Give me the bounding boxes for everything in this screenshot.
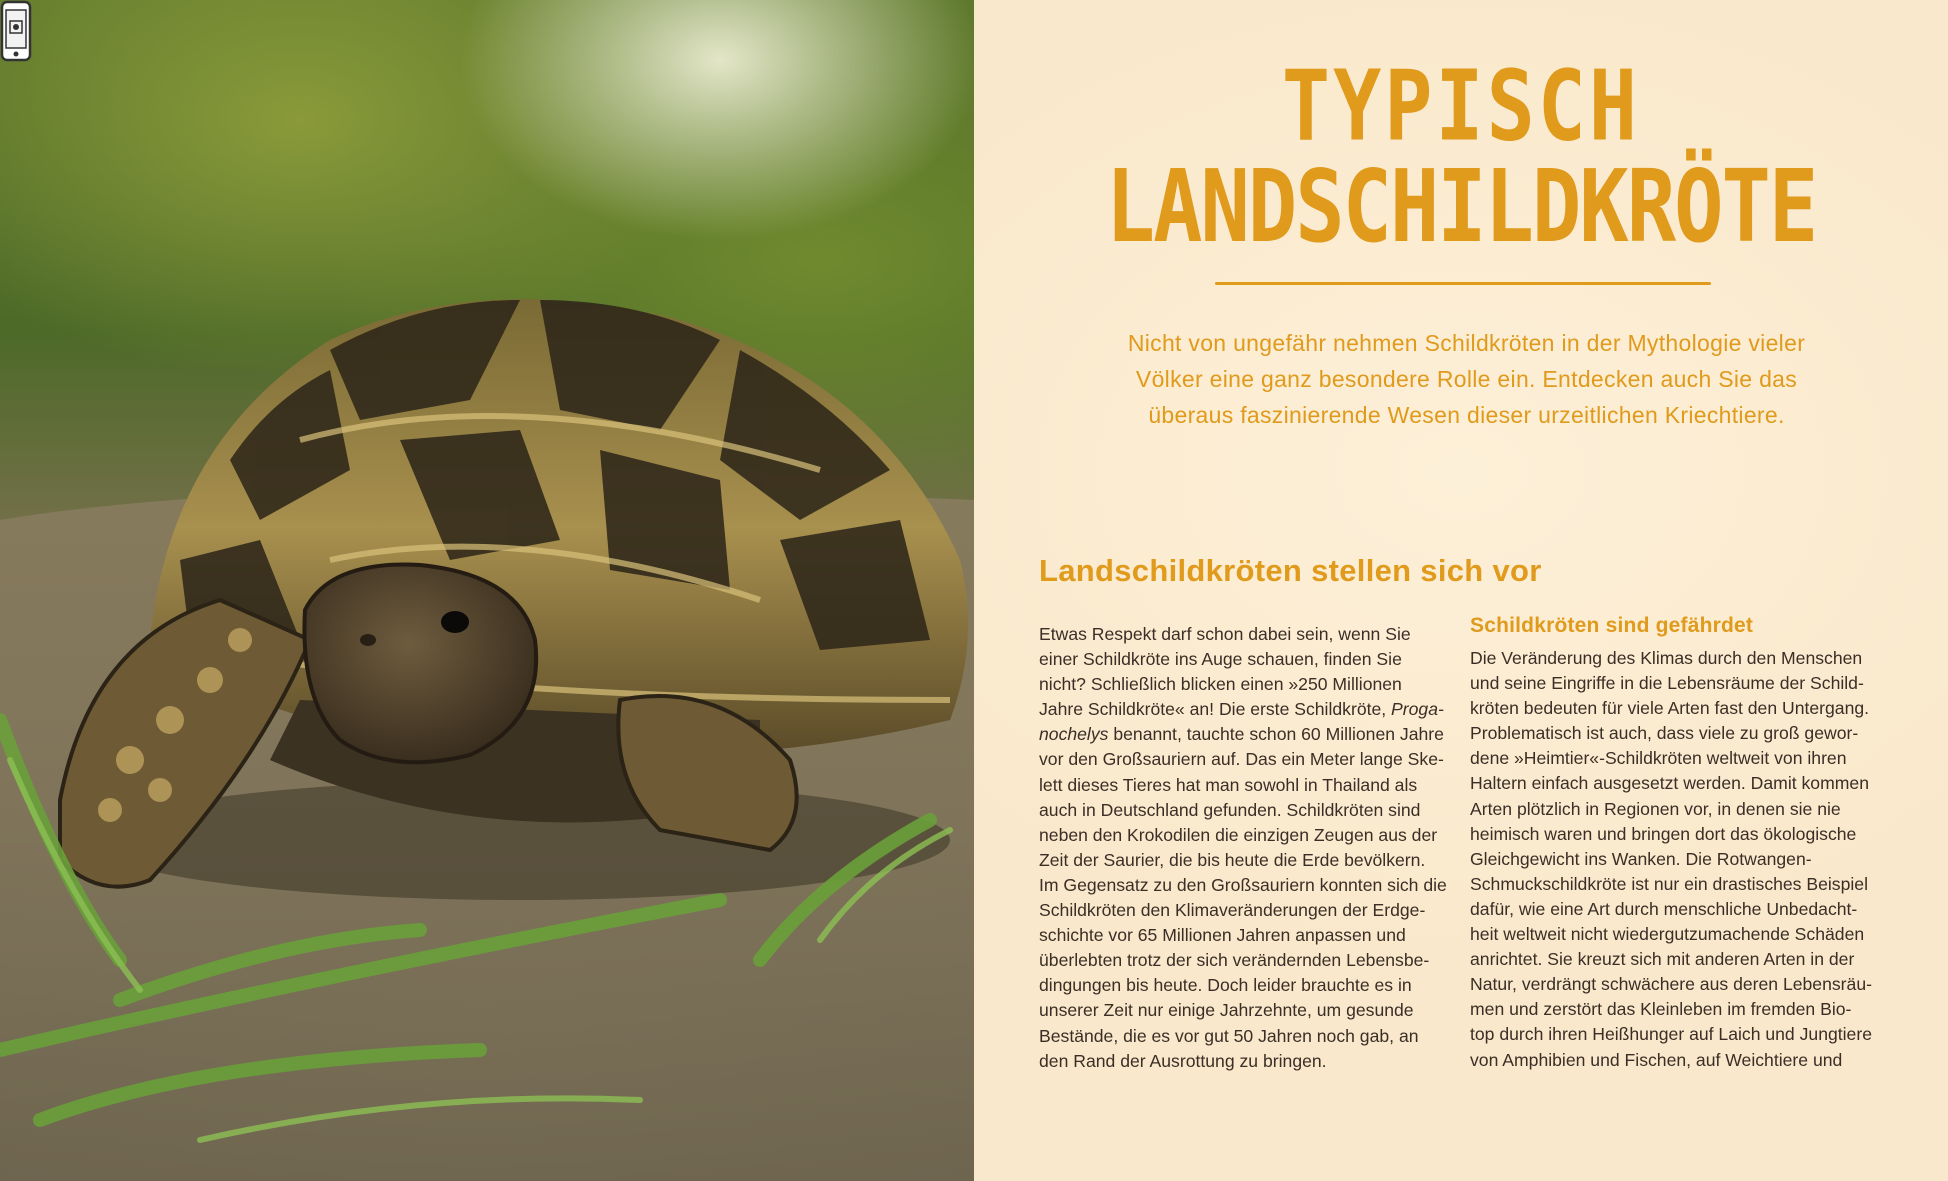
text-line: lett dieses Tieres hat man sowohl in Thailand als (1039, 774, 1418, 795)
text-fragment: benannt, tauchte schon 60 Millionen Jahre (1108, 724, 1444, 745)
text-line: den Rand der Ausrottung zu bringen. (1039, 1050, 1327, 1071)
intro-text (1064, 325, 1869, 433)
section-title: Landschildkröten stellen sich vor (1039, 553, 1542, 588)
tortoise-head (304, 565, 536, 763)
text-line: einer Schildkröte ins Auge schauen, finden Sie (1039, 649, 1402, 670)
text-line: Im Gegensatz zu den Großsauriern konnten sich die (1039, 874, 1447, 895)
text-line: auch in Deutschland gefunden. Schildkröten sind (1039, 799, 1421, 820)
text-line: dafür, wie eine Art durch menschliche Unbedacht- (1470, 898, 1858, 919)
text-page (974, 0, 1948, 1181)
left-column (1039, 622, 1447, 1074)
intro-line: Nicht von ungefähr nehmen Schildkröten in der Mythologie vieler (1127, 330, 1806, 356)
tortoise-nostril (360, 634, 376, 646)
text-line: Haltern einfach ausgesetzt werden. Damit kommen (1470, 773, 1869, 794)
text-line: Problematisch ist auch, dass viele zu groß gewor- (1470, 723, 1859, 744)
text-line: dene »Heimtier«-Schildkröten weltweit von ihren (1470, 748, 1847, 769)
text-line: überlebten trotz der sich verändernden Lebensbe- (1039, 950, 1430, 971)
headline-line-2: LANDSCHILDKRÖTE (1105, 149, 1817, 266)
text-line: Natur, verdrängt schwächere aus deren Lebensräu- (1470, 974, 1872, 995)
text-line: Arten plötzlich in Regionen vor, in denen sie nie (1470, 798, 1841, 819)
text-line: top durch ihren Heißhunger auf Laich und Jungtiere (1470, 1024, 1872, 1045)
text-line: Bestände, die es vor gut 50 Jahren noch gab, an (1039, 1025, 1419, 1046)
headline-underline (1215, 282, 1711, 285)
species-name: Proga- (1391, 699, 1444, 720)
headline-line-1: TYPISCH (1281, 49, 1641, 163)
tortoise-eye (441, 611, 469, 633)
text-line: neben den Krokodilen die einzigen Zeugen aus der (1039, 824, 1438, 845)
text-line: und seine Eingriffe in die Lebensräume der Schild- (1470, 673, 1864, 694)
text-line: heit weltweit nicht wiedergutzumachende Schäden (1470, 924, 1865, 945)
text-line: Etwas Respekt darf schon dabei sein, wenn Sie (1039, 624, 1411, 644)
text-line: schichte vor 65 Millionen Jahren anpassen und (1039, 925, 1406, 946)
text-line: Zeit der Saurier, die bis heute die Erde bevölkern. (1039, 849, 1426, 870)
headline (974, 49, 1948, 266)
text-line: men und zerstört das Kleinleben im fremden Bio- (1470, 999, 1852, 1020)
text-line: von Amphibien und Fischen, auf Weichtiere und (1470, 1049, 1843, 1070)
right-column (1470, 646, 1890, 1073)
sub-title: Schildkröten sind gefährdet (1470, 614, 1754, 637)
species-name: nochelys (1039, 724, 1109, 745)
text-line: Schmuckschildkröte ist nur ein drastisches Beispiel (1470, 873, 1868, 894)
text-line (1039, 722, 1444, 747)
text-fragment: Jahre Schildkröte« an! Die erste Schildkröte, (1039, 699, 1392, 720)
intro-line: Völker eine ganz besondere Rolle ein. Entdecken auch Sie das (1135, 366, 1798, 392)
text-line: vor den Großsauriern auf. Das ein Meter lange Ske- (1039, 749, 1444, 770)
text-line: Die Veränderung des Klimas durch den Menschen (1470, 648, 1863, 668)
text-line: Gleichgewicht ins Wanken. Die Rotwangen- (1470, 848, 1812, 869)
text-line: nicht? Schließlich blicken einen »250 Millionen (1039, 674, 1402, 695)
text-line: kröten bedeuten für viele Arten fast den Untergang. (1470, 698, 1870, 719)
intro-line: überaus faszinierende Wesen dieser urzeitlichen Kriechtiere. (1148, 402, 1785, 428)
text-line: Schildkröten den Klimaveränderungen der Erdge- (1039, 900, 1426, 921)
smartphone-icon (0, 0, 32, 62)
text-line (1039, 697, 1444, 722)
text-line: anrichtet. Sie kreuzt sich mit anderen Arten in der (1470, 949, 1855, 970)
text-line: heimisch waren und bringen dort das ökologische (1470, 823, 1857, 844)
text-line: dingungen bis heute. Doch leider brauchte es in (1039, 975, 1412, 996)
text-line: unserer Zeit nur einige Jahrzehnte, um gesunde (1039, 1000, 1414, 1021)
